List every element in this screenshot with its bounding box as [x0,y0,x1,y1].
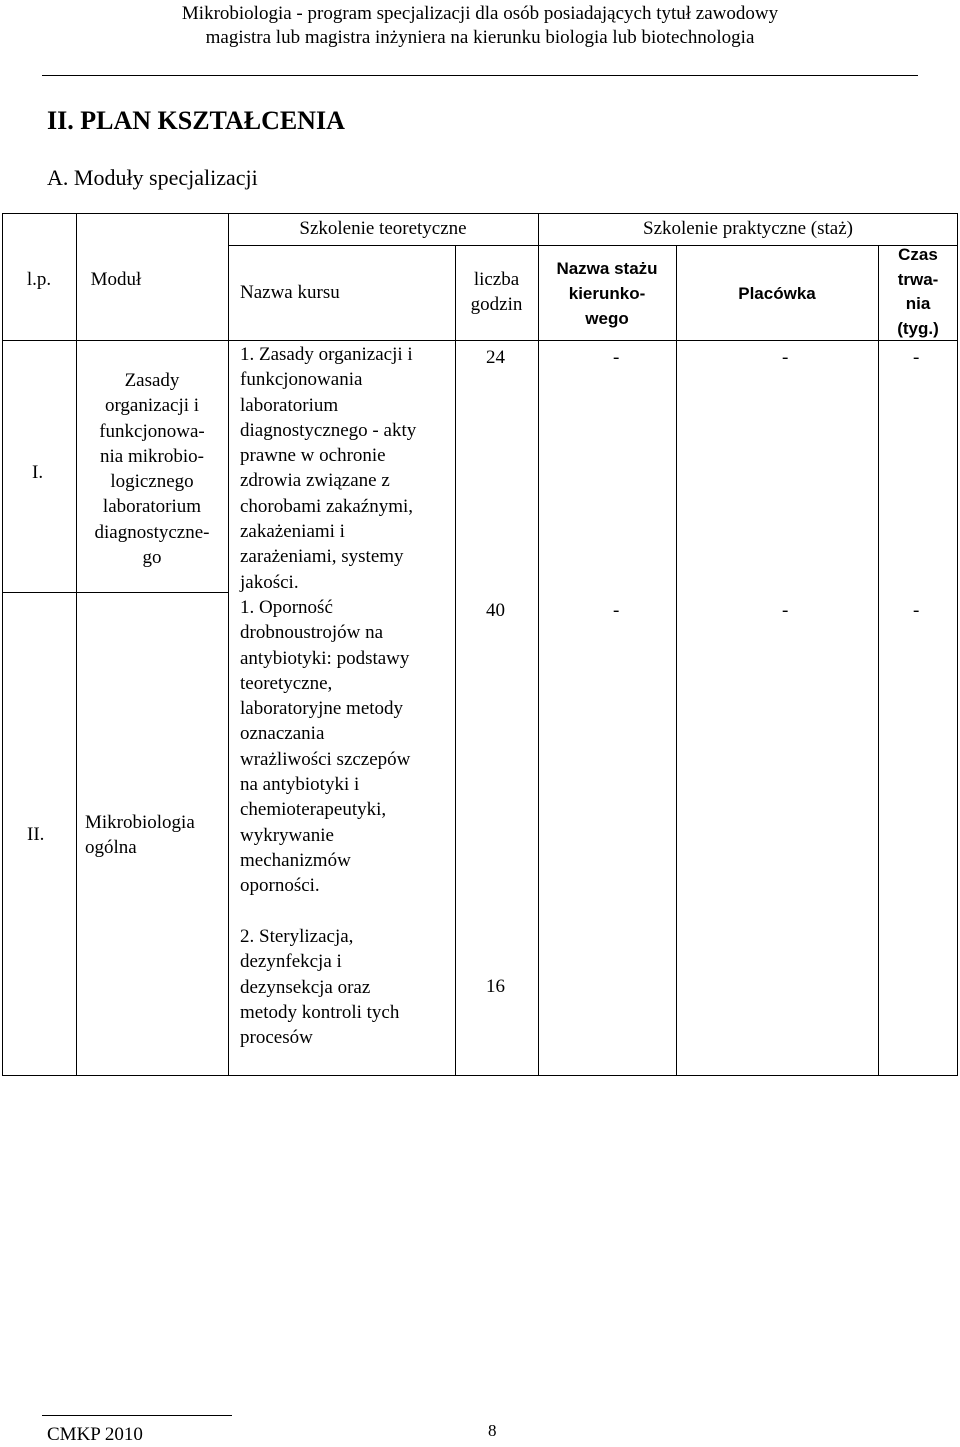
row-module: Mikrobiologia ogólna [85,812,195,859]
row-lp: I. [32,462,44,483]
page-number: 8 [488,1421,497,1440]
subsection-title: A. Moduły specjalizacji [47,165,258,190]
header-lp: l.p. [26,269,52,290]
table-border-top [2,213,958,214]
table-row-divider [2,592,229,593]
row-module: Zasady organizacji i funkcjonowa- nia mikrobio- logicznego laboratorium diagnostyczne- go [94,370,210,569]
course-hours: 24 [486,347,505,368]
table-col-divider [538,213,539,1076]
table-col-divider [455,245,456,1076]
running-header-line1: Mikrobiologia - program specjalizacji dla osób posiadających tytuł zawodowy [181,3,779,24]
header-facility: Placówka [738,284,816,303]
row-lp: II. [27,824,45,845]
row-facility: - [782,600,789,621]
table-row-divider [2,340,958,341]
course-name: 1. Oporność drobnoustrojów na antybiotyki: podstawy teoretyczne, laboratoryjne metody oznaczania wrażliwości szczepów na antybiotyki i chemioterapeutyki, wykrywanie mechanizmów oporności. [240,597,411,897]
course-hours: 16 [486,976,505,997]
header-internship-name: Nazwa stażu kierunko- wego [556,259,658,328]
table-col-divider [228,213,229,1076]
table-row-divider [228,245,958,246]
table-border-left [2,213,3,1076]
table-border-right [957,213,958,1076]
course-name: 2. Sterylizacja, dezynfekcja i dezynsekcja oraz metody kontroli tych procesów [240,926,400,1049]
row-duration: - [913,347,920,368]
course-hours: 40 [486,600,505,621]
running-header-line2: magistra lub magistra inżyniera na kierunku biologia lub biotechnologia [205,27,755,48]
header-theory-group: Szkolenie teoretyczne [299,218,467,239]
section-title: II. PLAN KSZTAŁCENIA [47,106,345,135]
table-border-bottom [2,1075,958,1076]
row-internship: - [613,347,620,368]
table-col-divider [676,245,677,1076]
course-name: 1. Zasady organizacji i funkcjonowania laboratorium diagnostycznego - akty prawne w ochronie zdrowia związane z chorobami zakaźnymi, zakażeniami i zarażeniami, systemy jakości. [240,344,417,593]
footer-divider [42,1415,232,1416]
header-practice-group: Szkolenie praktyczne (staż) [643,218,853,239]
table-col-divider [878,245,879,1076]
header-duration: Czas trwa- nia (tyg.) [897,245,939,338]
header-hours: liczba godzin [470,269,523,316]
row-internship: - [613,600,620,621]
row-facility: - [782,347,789,368]
row-duration: - [913,600,920,621]
header-course-name: Nazwa kursu [240,282,340,303]
footer-left-text: CMKP 2010 [47,1424,143,1445]
header-modul: Moduł [90,269,142,290]
table-col-divider [76,213,77,1076]
